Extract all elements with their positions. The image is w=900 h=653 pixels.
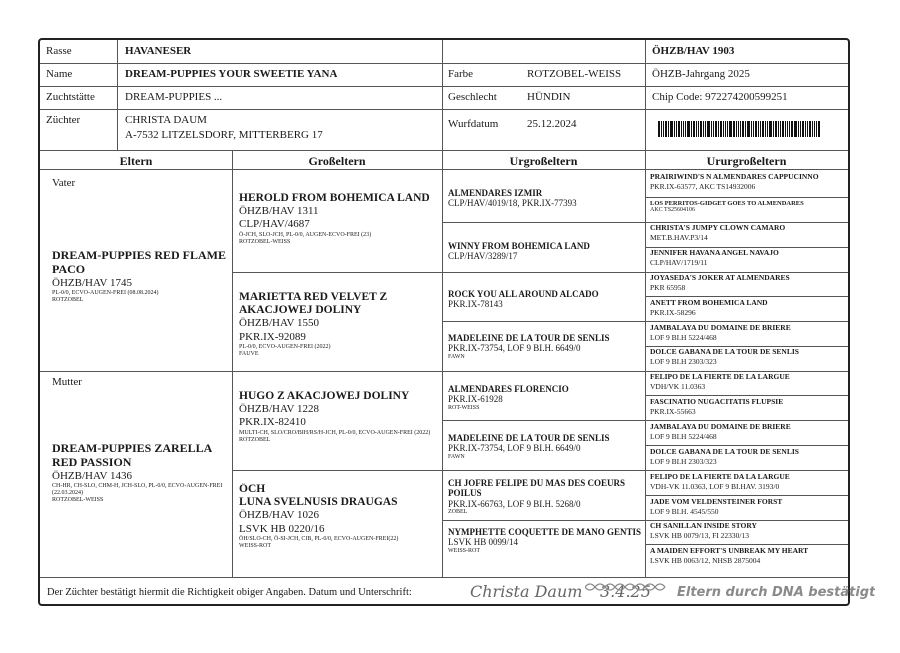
mutter-reg: ÖHZB/HAV 1436 <box>52 469 132 482</box>
ururgrosseltern-reg: LSVK HB 0079/13, FI 22330/13 <box>650 530 749 540</box>
rasse-value: HAVANESER <box>125 45 192 57</box>
barcode-bar <box>818 121 820 137</box>
barcode-bar <box>807 121 808 137</box>
grosseltern-entry <box>239 192 437 246</box>
barcode-bar <box>755 121 757 137</box>
ururgrosseltern-reg: VDH/VK 11.0363 <box>650 381 706 391</box>
ururgrosseltern-reg: AKC TS25604106 <box>650 207 696 214</box>
ururgrosseltern-name: LOS PERRITOS-GIDGET GOES TO ALMENDARES <box>650 200 804 207</box>
barcode-bar <box>765 121 766 137</box>
barcode-bar <box>670 121 673 137</box>
wurfdatum-value: 25.12.2024 <box>527 118 577 130</box>
barcode-bar <box>780 121 781 137</box>
barcode-bar <box>733 121 735 137</box>
urgrosseltern-entry <box>448 333 642 361</box>
urgrosseltern-reg: PKR.IX-66763, LOF 9 BI.H. 5268/0 <box>448 498 581 509</box>
col-urgrosseltern: Urgroßeltern <box>509 154 578 168</box>
barcode-bar <box>814 121 815 137</box>
farbe-value: ROTZOBEL-WEISS <box>527 68 622 80</box>
ururgrosseltern-entry <box>650 200 846 215</box>
barcode-bar <box>775 121 777 137</box>
barcode-bar <box>707 121 710 137</box>
urgrosseltern-entry <box>448 478 642 517</box>
col-ururgrosseltern: Ururgroßeltern <box>706 154 787 168</box>
ururgrosseltern-entry <box>650 423 846 441</box>
double-helix-icon <box>585 580 670 594</box>
ururgrosseltern-name: DOLCE GABANA DE LA TOUR DE SENLIS <box>650 448 799 456</box>
barcode-bar <box>676 121 677 137</box>
ururgrosseltern-entry <box>650 299 846 317</box>
barcode-bar <box>778 121 779 137</box>
urgrosseltern-reg: PKR.IX-73754, LOF 9 BI.H. 6649/0 <box>448 343 581 354</box>
barcode-bar <box>753 121 754 137</box>
barcode-bar <box>782 121 784 137</box>
grosseltern-info: ÖH/SLO-CH, Ö-SI-JCH, CIB, PL-0/0, ECVO-AUGEN-FREI(22) <box>239 535 399 542</box>
farbe-label: Farbe <box>448 68 474 80</box>
grosseltern-info: Ö-JCH, SLO-JCH, PL-0/0, AUGEN-ECVO-FREI (23) <box>239 231 372 238</box>
grosseltern-color: FAUVE <box>239 351 259 357</box>
mutter-name: DREAM-PUPPIES ZARELLA RED PASSION <box>52 442 212 469</box>
ururgrosseltern-name: FELIPO DE LA FIERTE DA LA LARGUE <box>650 473 790 481</box>
mutter-info: CH-HR, CH-SLO, CHM-H, JCH-SLO, PL-0/0, ECVO-AUGEN-FREI (22.03.2024) <box>52 482 223 496</box>
barcode-bar <box>791 121 793 137</box>
barcode-bar <box>767 121 768 137</box>
chip-code: Chip Code: 972274200599251 <box>652 91 788 103</box>
ururgrosseltern-reg: LOF 9 BI.H. 4545/550 <box>650 506 719 516</box>
ururgrosseltern-entry <box>650 498 846 516</box>
urgrosseltern-name: CH JOFRE FELIPE DU MAS DES COEURS POILUS <box>448 478 626 499</box>
barcode-bar <box>711 121 712 137</box>
ururgrosseltern-entry <box>650 324 846 342</box>
grosseltern-reg1: ÖHZB/HAV 1026 <box>239 509 319 522</box>
urgrosseltern-name: NYMPHETTE COQUETTE DE MANO GENTIS <box>448 527 642 537</box>
barcode-bar <box>816 121 817 137</box>
ururgrosseltern-entry <box>650 249 846 267</box>
ururgrosseltern-entry <box>650 348 846 366</box>
urgrosseltern-color: ZOBEL <box>448 509 468 516</box>
ururgrosseltern-reg: PKR 65958 <box>650 282 686 292</box>
urgrosseltern-entry <box>448 289 642 310</box>
ururgrosseltern-entry <box>650 448 846 466</box>
barcode-bar <box>705 121 706 137</box>
urgrosseltern-entry <box>448 433 642 461</box>
barcode-bar <box>668 121 669 137</box>
geschlecht-label: Geschlecht <box>448 91 497 103</box>
zuechter-name: CHRISTA DAUM <box>125 114 207 126</box>
zuechter-label: Züchter <box>46 114 81 126</box>
urgrosseltern-name: ALMENDARES IZMIR <box>448 188 543 198</box>
ururgrosseltern-reg: LOF 9 BI.H 2303/323 <box>650 456 717 466</box>
ururgrosseltern-reg: PKR.IX-55663 <box>650 406 696 416</box>
pedigree-document <box>38 38 876 606</box>
barcode-bar <box>683 121 684 137</box>
grosseltern-reg2: LSVK HB 0220/16 <box>239 522 325 535</box>
barcode-bar <box>715 121 717 137</box>
zuchtstaette-label: Zuchtstätte <box>46 91 95 103</box>
ururgrosseltern-entry <box>650 522 846 540</box>
barcode-bar <box>789 121 790 137</box>
ururgrosseltern-reg: PKR.IX-58296 <box>650 307 696 317</box>
grosseltern-reg1: ÖHZB/HAV 1228 <box>239 403 319 416</box>
col-grosseltern: Großeltern <box>308 154 366 168</box>
urgrosseltern-color: FAWN <box>448 454 465 461</box>
barcode-bar <box>681 121 682 137</box>
barcode-bar <box>713 121 714 137</box>
barcode-bar <box>751 121 752 137</box>
grosseltern-entry <box>239 390 437 444</box>
ururgrosseltern-name: JAMBALAYA DU DOMAINE DE BRIERE <box>650 423 791 431</box>
urgrosseltern-name: ROCK YOU ALL AROUND ALCADO <box>448 289 599 299</box>
barcode-bar <box>742 121 744 137</box>
zuechter-address: A-7532 LITZELSDORF, MITTERBERG 17 <box>125 129 323 141</box>
urgrosseltern-name: ALMENDARES FLORENCIO <box>448 384 569 394</box>
grosseltern-info: PL-0/0, ECVO-AUGEN-FREI (2022) <box>239 343 331 350</box>
urgrosseltern-reg: PKR.IX-73754, LOF 9 BI.H. 6649/0 <box>448 443 581 454</box>
grosseltern-name: MARIETTA RED VELVET Z AKACJOWEJ DOLINY <box>239 291 388 317</box>
ururgrosseltern-name: FELIPO DE LA FIERTE DE LA LARGUE <box>650 373 790 381</box>
grosseltern-name: HUGO Z AKACJOWEJ DOLINY <box>239 390 410 402</box>
ururgrosseltern-name: PRAIRIWIND'S N ALMENDARES CAPPUCINNO <box>650 173 819 181</box>
mutter-color: ROTZOBEL-WEISS <box>52 497 104 504</box>
urgrosseltern-color: FAWN <box>448 354 465 361</box>
barcode-bar <box>678 121 680 137</box>
signature-date: 3.4.25 <box>600 582 651 601</box>
ururgrosseltern-entry <box>650 547 846 565</box>
grosseltern-entry <box>239 291 437 358</box>
barcode-bar <box>703 121 704 137</box>
barcode-bar <box>758 121 759 137</box>
urgrosseltern-entry <box>448 241 642 262</box>
urgrosseltern-name: WINNY FROM BOHEMICA LAND <box>448 241 590 251</box>
urgrosseltern-reg: LSVK HB 0099/14 <box>448 537 519 548</box>
ururgrosseltern-name: ANETT FROM BOHEMICA LAND <box>650 299 768 307</box>
barcode-bar <box>760 121 761 137</box>
ururgrosseltern-name: FASCINATIO NUGACITATIS FLUPSIE <box>650 398 784 406</box>
signature: Christa Daum <box>470 582 583 601</box>
name-value: DREAM-PUPPIES YOUR SWEETIE YANA <box>125 68 338 80</box>
barcode-bar <box>809 121 811 137</box>
barcode-bar <box>723 121 724 137</box>
urgrosseltern-reg: CLP/HAV/3289/17 <box>448 251 518 262</box>
register-number: ÖHZB/HAV 1903 <box>652 45 735 57</box>
barcode-bar <box>769 121 772 137</box>
jahrgang: ÖHZB-Jahrgang 2025 <box>652 68 750 80</box>
urgrosseltern-name: MADELEINE DE LA TOUR DE SENLIS <box>448 333 610 343</box>
ururgrosseltern-reg: MET.B.HAV.P3/14 <box>650 232 708 242</box>
urgrosseltern-entry <box>448 384 642 412</box>
barcode-bar <box>740 121 741 137</box>
barcode-bar <box>802 121 804 137</box>
barcode-bar <box>727 121 728 137</box>
barcode-bar <box>794 121 797 137</box>
barcode-bar <box>785 121 786 137</box>
ururgrosseltern-entry <box>650 373 846 391</box>
barcode-bar <box>762 121 764 137</box>
grosseltern-name2: LUNA SVELNUSIS DRAUGAS <box>239 496 398 509</box>
barcode-bar <box>691 121 692 137</box>
ururgrosseltern-entry <box>650 274 846 292</box>
ururgrosseltern-name: CH SANILLAN INSIDE STORY <box>650 522 757 530</box>
barcode-bar <box>663 121 664 137</box>
grosseltern-reg1: ÖHZB/HAV 1550 <box>239 317 319 330</box>
barcode-bar <box>773 121 774 137</box>
mutter-entry <box>52 442 228 504</box>
grosseltern-color: WEISS-ROT <box>239 543 271 549</box>
urgrosseltern-reg: PKR.IX-61928 <box>448 394 503 405</box>
vater-label: Vater <box>52 177 76 189</box>
ururgrosseltern-entry <box>650 473 846 491</box>
barcode-bar <box>696 121 697 137</box>
vater-color: ROTZOBEL <box>52 296 84 303</box>
barcode-bar <box>729 121 732 137</box>
grosseltern-reg2: CLP/HAV/4687 <box>239 218 310 231</box>
urgrosseltern-entry <box>448 188 642 209</box>
ururgrosseltern-reg: CLP/HAV/1719/11 <box>650 257 708 267</box>
rasse-label: Rasse <box>46 45 72 57</box>
grosseltern-reg2: PKR.IX-92089 <box>239 330 306 343</box>
vater-name: DREAM-PUPPIES RED FLAME PACO <box>52 249 226 276</box>
col-eltern: Eltern <box>119 154 153 168</box>
urgrosseltern-color: WEISS-ROT <box>448 548 480 555</box>
ururgrosseltern-entry <box>650 224 846 242</box>
barcode-bar <box>736 121 737 137</box>
vater-info: PL-0/0, ECVO-AUGEN-FREI (08.08.2024) <box>52 289 159 296</box>
barcode-bar <box>700 121 702 137</box>
urgrosseltern-color: ROT-WEISS <box>448 405 480 412</box>
barcode-bar <box>698 121 699 137</box>
urgrosseltern-entry <box>448 527 642 555</box>
name-label: Name <box>46 68 73 80</box>
ururgrosseltern-reg: VDH-VK 11.0363, LOF 9 BI.HAV. 3193/0 <box>650 481 780 491</box>
ururgrosseltern-name: A MAIDEN EFFORT'S UNBREAK MY HEART <box>650 547 809 555</box>
barcode <box>658 121 840 137</box>
grosseltern-reg1: ÖHZB/HAV 1311 <box>239 205 319 218</box>
ururgrosseltern-entry <box>650 173 846 191</box>
barcode-bar <box>738 121 739 137</box>
ururgrosseltern-name: JADE VOM VELDENSTEINER FORST <box>650 498 783 506</box>
barcode-bar <box>812 121 813 137</box>
barcode-bar <box>693 121 695 137</box>
ururgrosseltern-name: JOYASEDA'S JOKER AT ALMENDARES <box>650 274 790 282</box>
barcode-bar <box>787 121 788 137</box>
barcode-bar <box>685 121 686 137</box>
barcode-bar <box>718 121 719 137</box>
ururgrosseltern-name: CHRISTA'S JUMPY CLOWN CAMARO <box>650 224 786 232</box>
mutter-label: Mutter <box>52 376 82 388</box>
barcode-bar <box>674 121 675 137</box>
barcode-bar <box>805 121 806 137</box>
dna-confirmation: Eltern durch DNA bestätigt <box>677 585 876 600</box>
urgrosseltern-reg: PKR.IX-78143 <box>448 299 503 310</box>
ururgrosseltern-reg: LSVK HB 0063/12, NHSB 2875004 <box>650 555 761 565</box>
grosseltern-name: ÖCH <box>239 483 266 495</box>
ururgrosseltern-reg: LOF 9 BI.H 2303/323 <box>650 356 717 366</box>
grosseltern-info: MULTI-CH, SLO/CRO/BIH/RS/H-JCH, PL-0/0, ECVO-AUGEN-FREI (2022) <box>239 429 431 436</box>
barcode-bar <box>687 121 690 137</box>
ururgrosseltern-reg: LOF 9 BI.H 5224/468 <box>650 332 717 342</box>
barcode-bar <box>800 121 801 137</box>
geschlecht-value: HÜNDIN <box>527 91 571 103</box>
barcode-bar <box>747 121 750 137</box>
barcode-bar <box>661 121 662 137</box>
barcode-bar <box>720 121 722 137</box>
ururgrosseltern-reg: LOF 9 BI.H 5224/468 <box>650 431 717 441</box>
dna-stamp-decoration <box>585 580 670 594</box>
barcode-bar <box>745 121 746 137</box>
urgrosseltern-reg: CLP/HAV/4019/18, PKR.IX-77393 <box>448 198 577 209</box>
ururgrosseltern-name: DOLCE GABANA DE LA TOUR DE SENLIS <box>650 348 799 356</box>
vater-reg: ÖHZB/HAV 1745 <box>52 276 132 289</box>
grosseltern-reg2: PKR.IX-82410 <box>239 416 306 429</box>
zuchtstaette-value: DREAM-PUPPIES ... <box>125 91 223 103</box>
grosseltern-color: ROTZOBEL-WEISS <box>239 238 291 245</box>
barcode-bar <box>798 121 799 137</box>
vater-entry <box>52 249 228 304</box>
grosseltern-name: HEROLD FROM BOHEMICA LAND <box>239 192 430 204</box>
ururgrosseltern-entry <box>650 398 846 416</box>
ururgrosseltern-reg: PKR.IX-63577, AKC TS14932006 <box>650 181 756 191</box>
footer-confirmation: Der Züchter bestätigt hiermit die Richtigkeit obiger Angaben. Datum und Unterschrift: <box>47 587 412 598</box>
barcode-bar <box>665 121 667 137</box>
wurfdatum-label: Wurfdatum <box>448 118 499 130</box>
grosseltern-entry <box>239 483 437 550</box>
urgrosseltern-name: MADELEINE DE LA TOUR DE SENLIS <box>448 433 610 443</box>
ururgrosseltern-name: JENNIFER HAVANA ANGEL NAVAJO <box>650 249 779 257</box>
grosseltern-color: ROTZOBEL <box>239 436 271 443</box>
ururgrosseltern-name: JAMBALAYA DU DOMAINE DE BRIERE <box>650 324 791 332</box>
barcode-bar <box>658 121 660 137</box>
barcode-bar <box>725 121 726 137</box>
